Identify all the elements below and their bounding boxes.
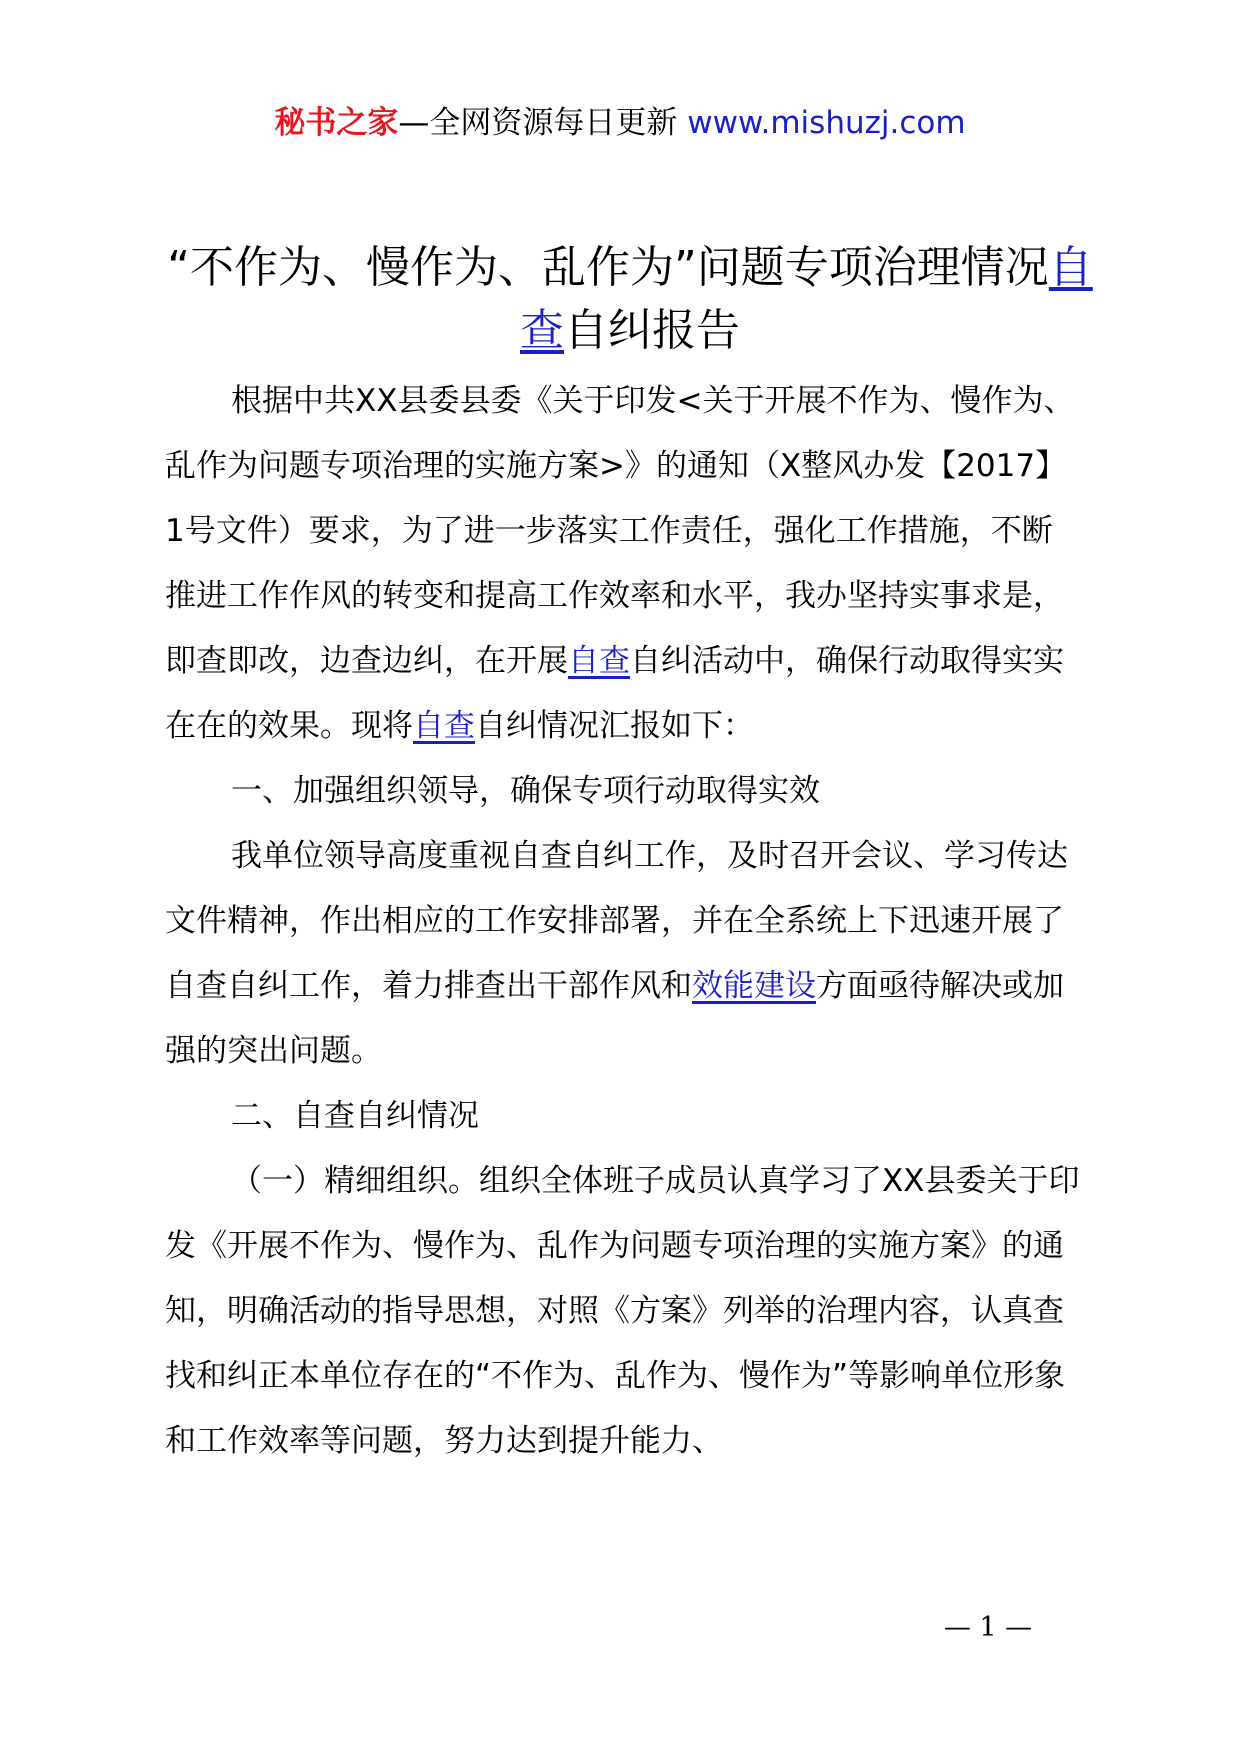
paragraph-leadership: [165, 824, 1080, 1084]
page-number: — 1 —: [943, 1612, 1033, 1643]
paragraph-organization: （一）精细组织。组织全体班子成员认真学习了XX县委关于印发《开展不作为、慢作为、乱作为问题专项治理的实施方案》的通知，明确活动的指导思想，对照《方案》列举的治理内容，认真查找和纠正本单位存在的“不作为、乱作为、慢作为”等影响单位形象和工作效率等问题，努力达到提升能力、: [165, 1163, 1080, 1459]
banner-tagline: —全网资源每日更新: [398, 105, 688, 141]
paragraph-intro-text-a: 根据中共XX县委县委《关于印发<关于开展不作为、慢作为、乱作为问题专项治理的实施方案>》的通知（X整风办发【2017】1号文件）要求，为了进一步落实工作责任，强化工作措施，不断推进工作作风的转变和提高工作效率和水平，我办坚持实事求是，即查即改，边查边纠，在开展: [165, 383, 1075, 679]
document-title: [160, 236, 1100, 362]
document-body: [165, 369, 1080, 1474]
section-heading-2: 二、自查自纠情况: [231, 1098, 479, 1134]
paragraph-leadership-text-a: 我单位领导高度重视自查自纠工作，及时召开会议、学习传达文件精神，作出相应的工作安排部署，并在全系统上下迅速开展了自查自纠工作，着力排查出干部作风和: [165, 838, 1068, 1004]
paragraph-intro: [165, 369, 1080, 759]
title-link-self-check[interactable]: 自查: [520, 242, 1093, 356]
section-heading-1: 一、加强组织领导，确保专项行动取得实效: [231, 773, 820, 809]
link-efficiency-building[interactable]: 效能建设: [692, 968, 816, 1004]
link-self-check-2[interactable]: 自查: [413, 708, 475, 744]
paragraph-leadership-text-b: 方面亟待解决或加强的突出问题。: [165, 968, 1064, 1069]
paragraph-intro-text-b: 自纠活动中，确保行动取得实实在在的效果。现将: [165, 643, 1064, 744]
banner-brand: 秘书之家: [274, 105, 399, 141]
paragraph-intro-text-c: 自纠情况汇报如下：: [475, 708, 754, 744]
banner-site-url[interactable]: www.mishuzj.com: [687, 105, 966, 141]
link-self-check-1[interactable]: 自查: [568, 643, 630, 679]
title-text-end: 自纠报告: [564, 305, 740, 356]
site-banner: [0, 100, 1240, 146]
title-text-start: “不作为、慢作为、乱作为”问题专项治理情况: [167, 242, 1049, 293]
